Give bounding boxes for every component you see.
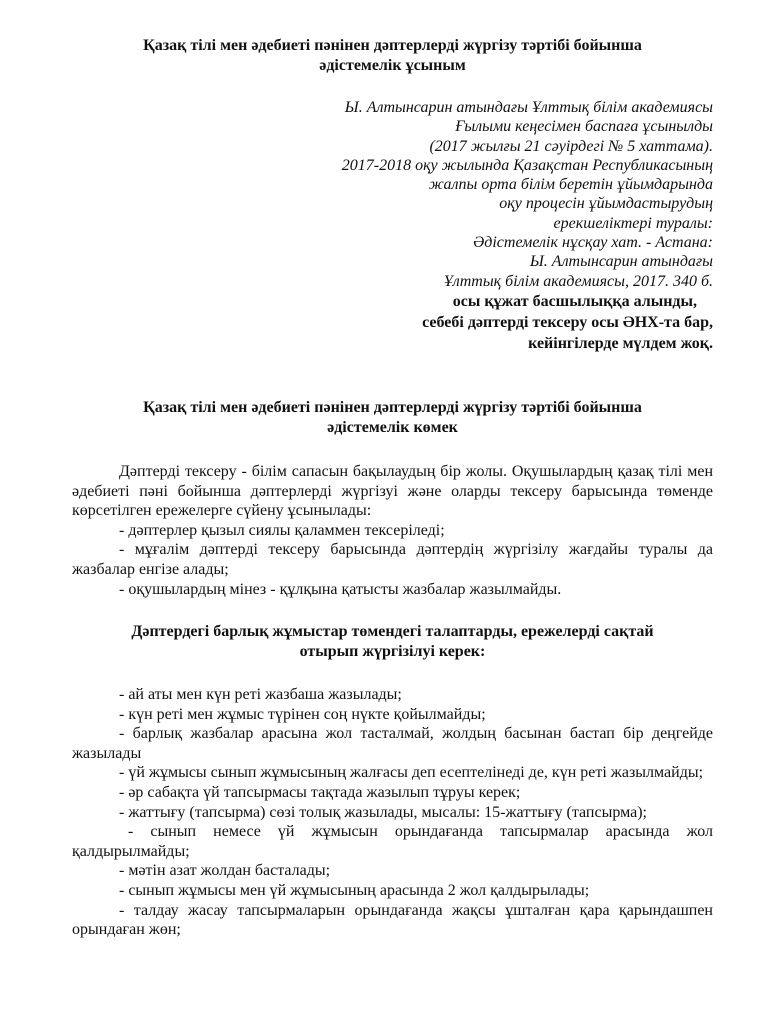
rule-item: - мұғалім дәптерді тексеру барысында дәптердің жүргізілу жағдайы туралы да жазбалар енгізе алады; (72, 541, 713, 578)
citation-line: Ұлттық білім академиясы, 2017. 340 б. (443, 272, 713, 290)
rule-item: - үй жұмысы сынып жұмысының жалғасы деп есептелінеді де, күн реті жазылмайды; (119, 764, 704, 782)
rule-item: - барлық жазбалар арасына жол тасталмай, жолдың басынан бастап бір деңгейде жазылады (72, 725, 713, 762)
title-line: әдістемелік көмек (327, 419, 458, 436)
rule-item: - мәтін азат жолдан басталады; (119, 862, 331, 880)
citation-line: Ы. Алтынсарин атындағы (529, 253, 713, 271)
rule-item: - дәптерлер қызыл сиялы қаламмен тексеріледі; (119, 521, 445, 539)
rule-item: - талдау жасау тапсырмаларын орындағанда жақсы ұшталған қара қарындашпен орындаған жөн; (72, 901, 713, 939)
rule-item: - әр сабақта үй тапсырмасы тақтада жазылып тұруы керек; (119, 783, 521, 801)
citation-note-line: осы құжат басшылыққа алынды, (452, 292, 697, 310)
rule-item: - ай аты мен күн реті жазбаша жазылады; (119, 686, 402, 703)
rule-item: - күн реті мен жұмыс түрінен соң нүкте қойылмайды; (119, 705, 486, 723)
rule-item: - оқушылардың мінез - құлқына қатысты жазбалар жазылмайды. (119, 580, 562, 598)
methodical-help-title (72, 398, 753, 438)
title-line: отырып жүргізілуі керек: (299, 643, 486, 660)
methodical-recommendation-title (72, 36, 753, 76)
citation-line: 2017-2018 оқу жылында Қазақстан Республикасының (341, 156, 713, 174)
requirements-title (72, 622, 723, 662)
rule-item: - сынып жұмысы мен үй жұмысының арасында 2 жол қалдырылады; (119, 881, 590, 899)
title-line: әдістемелік ұсыным (319, 57, 466, 74)
checking-rules-section (72, 462, 713, 599)
citation-line: жалпы орта білім беретін ұйымдарында (428, 176, 713, 194)
title-line: Қазақ тілі мен әдебиеті пәнінен дәптерлерді жүргізу тәртібі бойынша (143, 37, 642, 54)
source-citation (72, 98, 713, 354)
citation-line: ерекшеліктері туралы: (553, 214, 713, 232)
paragraph: Дәптерді тексеру - білім сапасын бақылаудың бір жолы. Оқушылардың қазақ тілі мен әдебиеті пәні бойынша дәптерлерді жүргізуі және оларды тексеру барысында төменде көрсетілген ережелерге сүйену ұсынылады: (72, 463, 713, 520)
title-line: Дәптердегі барлық жұмыстар төмендегі талаптарды, ережелерді сақтай (131, 623, 654, 640)
citation-line: Әдістемелік нұсқау хат. - Астана: (473, 234, 713, 252)
citation-note-line: себебі дәптерді тексеру осы ӘНХ-та бар, (422, 313, 713, 331)
citation-line: оқу процесін ұйымдастырудың (499, 195, 713, 213)
rule-item: - жаттығу (тапсырма) сөзі толық жазылады, мысалы: 15-жаттығу (тапсырма); (119, 803, 647, 821)
citation-line: Ғылыми кеңесімен баспаға ұсынылды (455, 118, 713, 136)
citation-note-line: кейінгілерде мүлдем жоқ. (528, 334, 713, 352)
citation-line: Ы. Алтынсарин атындағы Ұлттық білім академиясы (344, 99, 713, 116)
requirements-list (72, 685, 713, 940)
rule-item: - сынып немесе үй жұмысын орындағанда тапсырмалар арасында жол қалдырылмайды; (72, 823, 713, 860)
title-line: Қазақ тілі мен әдебиеті пәнінен дәптерлерді жүргізу тәртібі бойынша (143, 399, 642, 416)
citation-line: (2017 жылғы 21 сәуірдегі № 5 хаттама). (429, 137, 713, 155)
